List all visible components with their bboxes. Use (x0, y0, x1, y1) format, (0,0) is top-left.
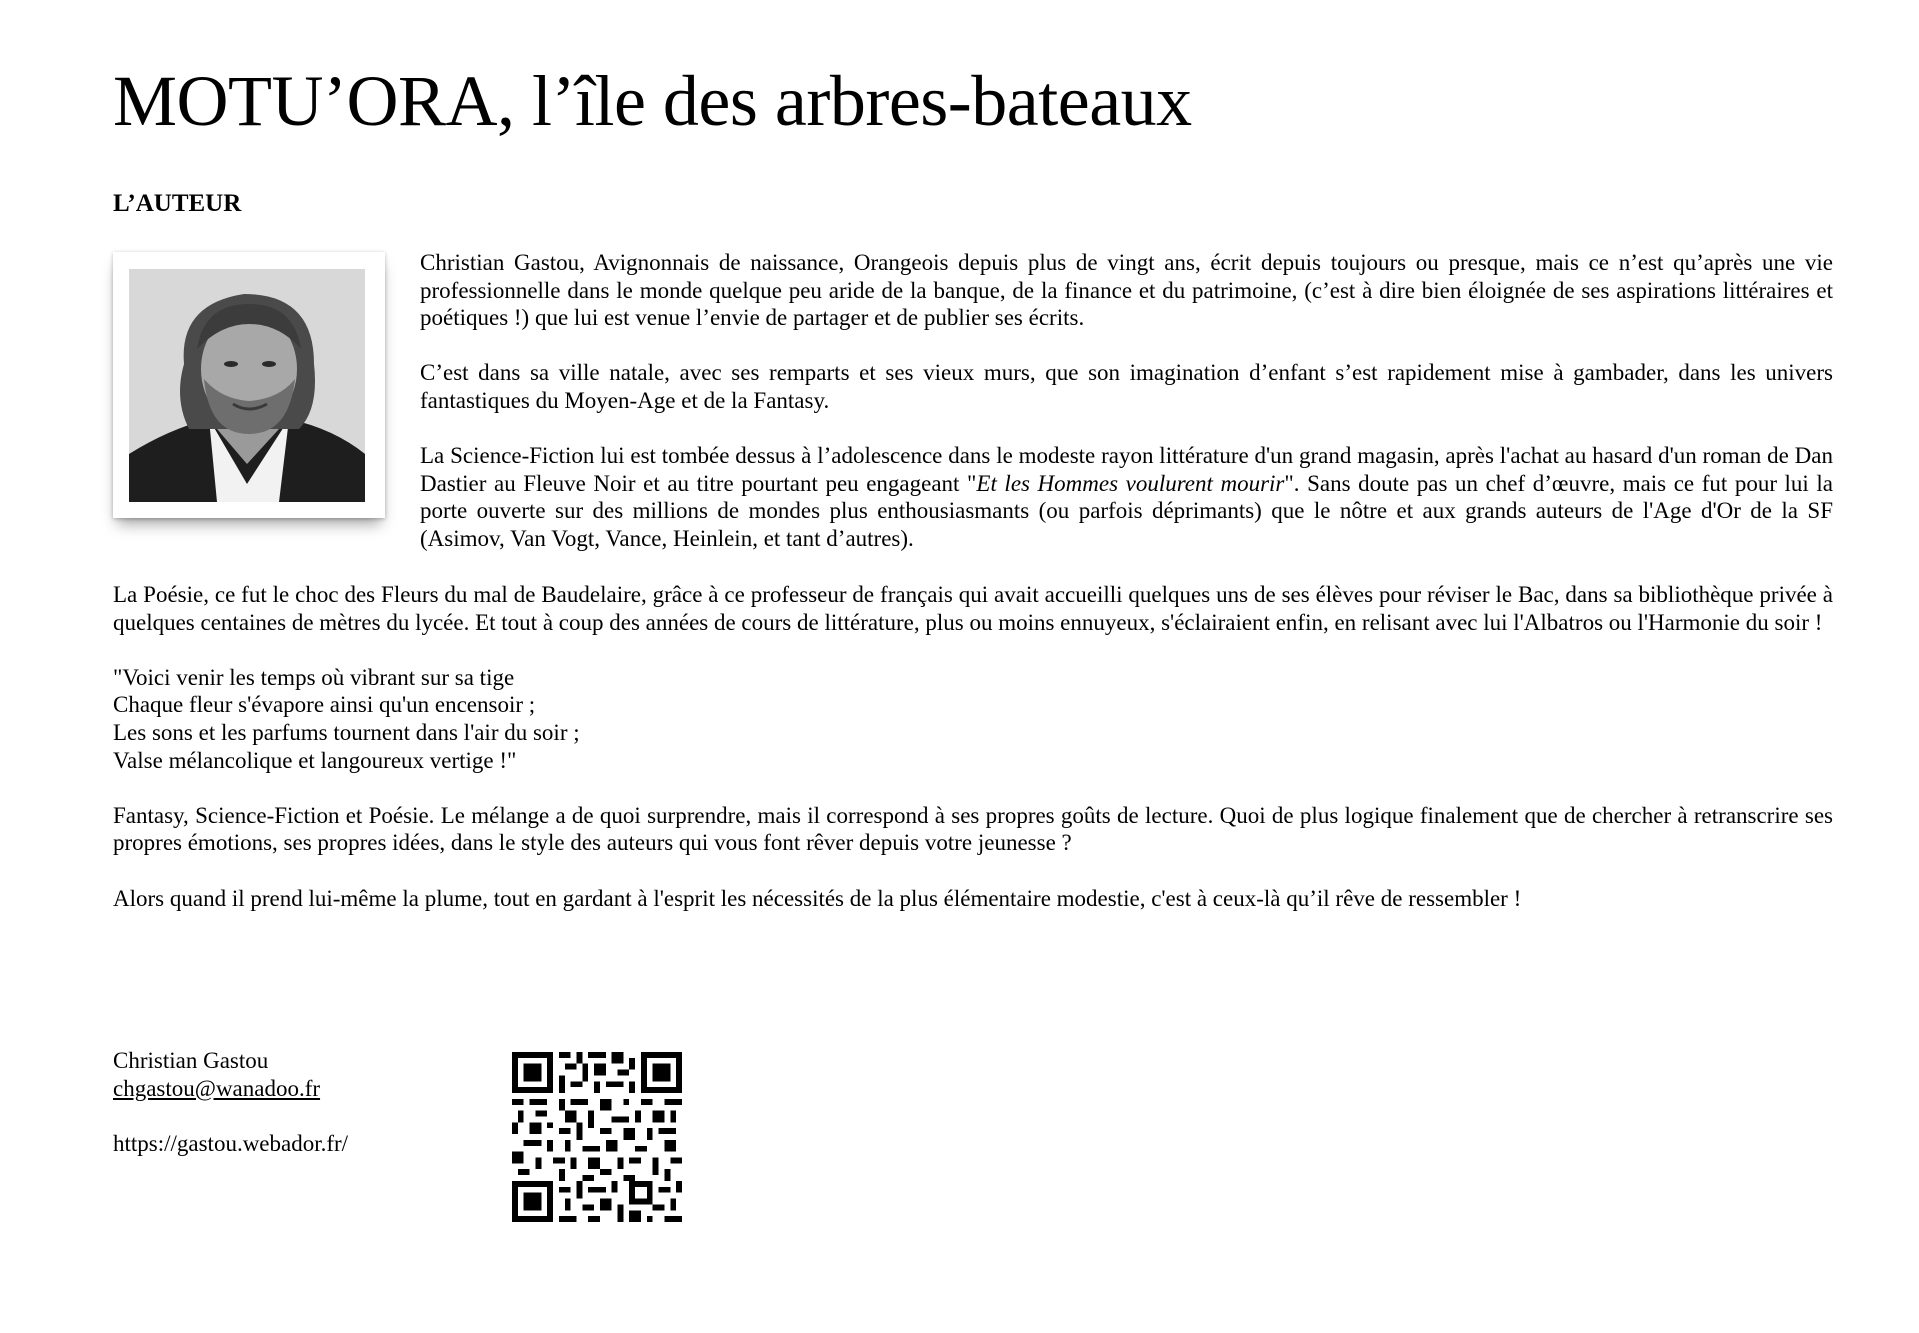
qr-code-icon (512, 1052, 682, 1222)
sf-text-after: ". Sans doute pas un chef d’œuvre, mais ce fut pour lui la porte ouverte sur des millions de mondes plus enthousiasmants (ou parfois déprimants) que le nôtre et aux grands auteurs de l'Age d'Or de la SF (Asimov, Van Vogt, Vance, Heinlein, et tant d’autres). (420, 470, 1833, 551)
paragraph-poesie: La Poésie, ce fut le choc des Fleurs du mal de Baudelaire, grâce à ce professeur de français qui avait accueilli quelques uns de ses élèves pour réviser le Bac, dans sa bibliothèque privée à quelques centaines de mètres du lycée. Et tout à coup des années de cours de littérature, plus ou moins ennuyeux, s'éclairaient enfin, en relisant avec lui l'Albatros ou l'Harmonie du soir ! (113, 582, 1833, 635)
sf-text-before: La Science-Fiction lui est tombée dessus à l’adolescence dans le modeste rayon littérature d'un grand magasin, après l'achat au hasard d'un roman de Dan Dastier au Fleuve Noir et au titre pourtant peu engageant " (420, 443, 1833, 496)
paragraph-childhood: C’est dans sa ville natale, avec ses remparts et ses vieux murs, que son imagination d’enfant s’est rapidement mise à gambader, dans les univers fantastiques du Moyen-Age et de la Fantasy. (420, 360, 1833, 413)
paragraph-science-fiction (420, 442, 1833, 552)
poem-line: Valse mélancolique et langoureux vertige !" (113, 747, 517, 773)
intro-column (420, 249, 1833, 580)
website-url: https://gastou.webador.fr/ (113, 1130, 349, 1156)
page-title: MOTU’ORA, l’île des arbres-bateaux (113, 61, 1192, 141)
book-title: Et les Hommes voulurent mourir (976, 470, 1285, 496)
author-photo-frame (113, 252, 385, 518)
paragraph-conclusion: Alors quand il prend lui-même la plume, tout en gardant à l'esprit les nécessités de la plus élémentaire modestie, c'est à ceux-là qu’il rêve de ressembler ! (113, 885, 1522, 911)
poem-line: Chaque fleur s'évapore ainsi qu'un encensoir ; (113, 692, 536, 718)
author-portrait (129, 269, 365, 502)
signature-block (113, 1047, 348, 1157)
poem-quote (113, 664, 1833, 774)
poem-line: Les sons et les parfums tournent dans l'air du soir ; (113, 719, 580, 745)
paragraph-fantasy: Fantasy, Science-Fiction et Poésie. Le mélange a de quoi surprendre, mais il correspond à ses propres goûts de lecture. Quoi de plus logique finalement que de chercher à retranscrire ses propres émotions, ses propres idées, dans le style des auteurs qui vous font rêver depuis votre jeunesse ? (113, 802, 1833, 856)
section-heading: L’AUTEUR (113, 190, 242, 217)
qr-code-graphic (512, 1052, 682, 1222)
portrait-image (129, 269, 365, 502)
poem-line: "Voici venir les temps où vibrant sur sa tige (113, 664, 515, 690)
author-name: Christian Gastou (113, 1048, 269, 1073)
main-column (113, 581, 1833, 940)
spacer (113, 1102, 348, 1130)
paragraph-bio: Christian Gastou, Avignonnais de naissance, Orangeois depuis plus de vingt ans, écrit depuis toujours ou presque, mais ce n’est qu’après une vie professionnelle dans le monde quelque peu aride de la banque, de la finance et du patrimoine, (c’est à dire bien éloignée de ses aspirations littéraires et poétiques !) que lui est venue l’envie de partager et de publier ses écrits. (420, 250, 1833, 331)
email-link[interactable]: chgastou@wanadoo.fr (113, 1075, 321, 1101)
